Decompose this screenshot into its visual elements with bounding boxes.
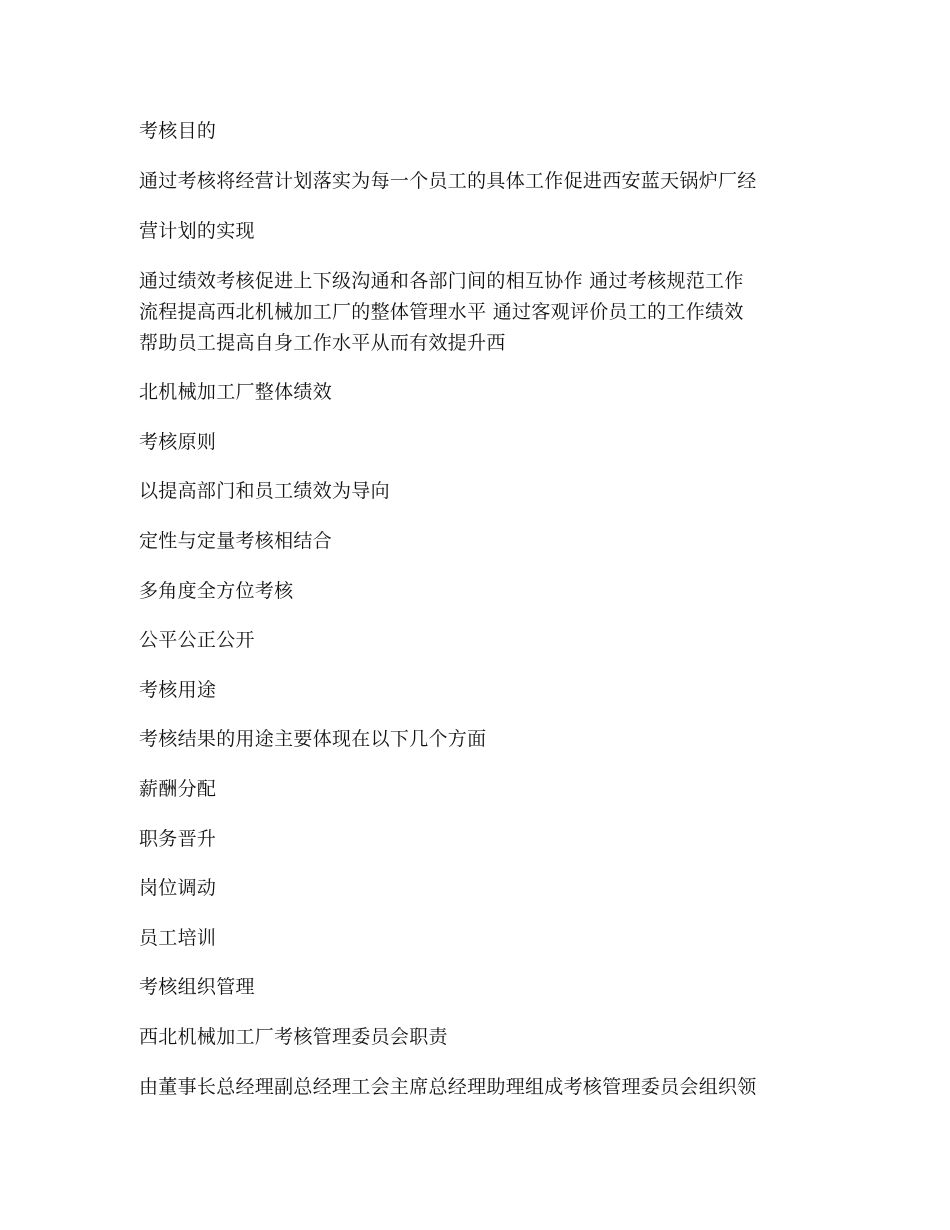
list-item: 员工培训 bbox=[139, 927, 217, 949]
paragraph-line: 营计划的实现 bbox=[139, 220, 255, 242]
paragraph-line: 北机械加工厂整体绩效 bbox=[139, 381, 333, 403]
subsection-heading: 西北机械加工厂考核管理委员会职责 bbox=[139, 1026, 448, 1048]
list-item: 定性与定量考核相结合 bbox=[139, 530, 333, 552]
list-item: 公平公正公开 bbox=[139, 629, 255, 651]
list-item: 以提高部门和员工绩效为导向 bbox=[139, 480, 390, 502]
section-heading-purpose: 考核目的 bbox=[139, 120, 217, 142]
section-heading-principles: 考核原则 bbox=[139, 431, 217, 453]
list-item: 薪酬分配 bbox=[139, 778, 217, 800]
list-item: 岗位调动 bbox=[139, 877, 217, 899]
paragraph-line: 通过考核将经营计划落实为每一个员工的具体工作促进西安蓝天锅炉厂经 bbox=[139, 170, 757, 192]
paragraph-line: 通过绩效考核促进上下级沟通和各部门间的相互协作 通过考核规范工作 bbox=[139, 270, 744, 292]
paragraph-line: 帮助员工提高自身工作水平从而有效提升西 bbox=[139, 332, 506, 354]
paragraph-line: 流程提高西北机械加工厂的整体管理水平 通过客观评价员工的工作绩效 bbox=[139, 301, 744, 323]
list-item: 多角度全方位考核 bbox=[139, 580, 294, 602]
paragraph-line: 由董事长总经理副总经理工会主席总经理助理组成考核管理委员会组织领 bbox=[139, 1076, 757, 1098]
section-heading-organization: 考核组织管理 bbox=[139, 976, 255, 998]
list-item: 职务晋升 bbox=[139, 828, 217, 850]
paragraph-line: 考核结果的用途主要体现在以下几个方面 bbox=[139, 728, 487, 750]
section-heading-uses: 考核用途 bbox=[139, 679, 217, 701]
